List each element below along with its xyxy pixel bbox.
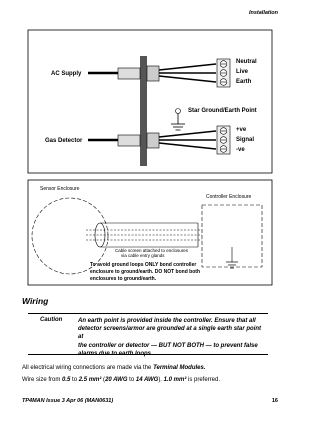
label-star-ground: Star Ground/Earth Point: [188, 108, 257, 114]
paragraph-terminal-modules: [22, 365, 206, 371]
terminal-block-1: [217, 59, 230, 87]
wire-size-text-5: ).: [158, 377, 164, 383]
paragraph-wire-size: [22, 377, 220, 383]
star-earth-symbol: [171, 109, 185, 131]
wire-size-text-2: to: [70, 377, 79, 383]
ground-loop-warning-3: enclosures to ground/earth.: [90, 276, 157, 282]
para1-bold: Terminal Modules.: [153, 365, 206, 371]
label-ac-supply: AC Supply: [51, 71, 82, 77]
caution-line-1: An earth point is provided inside the controller. Ensure that all: [78, 318, 256, 324]
caution-bottom-rule: [28, 354, 268, 355]
cable-note-line1: Cable screen attached to enclosures: [115, 248, 189, 253]
caution-text: [78, 317, 264, 358]
panel-wall: [140, 56, 147, 166]
cable-note-line2: via cable entry glands: [121, 253, 165, 258]
caution-box: [28, 311, 268, 357]
wire-size-min: 0.5: [62, 377, 71, 383]
ground-loop-warning-1: To avoid ground loops ONLY bond controller: [90, 262, 197, 268]
wire-size-text-4: to: [127, 377, 136, 383]
wire-size-text-3: (: [101, 377, 106, 383]
wire-size-awg-min: 20 AWG: [105, 377, 128, 383]
wire-size-max: 2.5 mm²: [78, 377, 102, 383]
wire-size-awg-max: 14 AWG: [135, 377, 159, 383]
header-section-title: Installation: [248, 10, 278, 16]
label-sensor-enclosure: Sensor Enclosure: [40, 186, 80, 192]
label-live: Live: [236, 69, 249, 75]
wire-size-preferred: 1.0 mm²: [163, 377, 187, 383]
label-neutral: Neutral: [236, 59, 257, 65]
footer-document-id: TP4MAN Issue 3 Apr 06 (MAN0631): [22, 398, 114, 404]
footer-page-number: 16: [271, 398, 278, 404]
wire-size-text-6: is preferred.: [186, 377, 221, 383]
label-controller-enclosure: Controller Enclosure: [206, 194, 252, 200]
caution-line-2: detector screens/armor are grounded at a single earth star point at: [78, 326, 262, 341]
label-earth: Earth: [236, 79, 252, 85]
label-signal: Signal: [236, 137, 255, 143]
caution-line-3: the controller or detector — BUT NOT BOTH — to prevent false: [78, 342, 258, 349]
shielded-cable: [86, 223, 202, 247]
label-gas-detector: Gas Detector: [45, 138, 83, 144]
ground-loop-warning-2: enclosure to ground/earth. DO NOT bond both: [90, 269, 200, 275]
controller-ground-symbol: [226, 247, 238, 268]
para1-text: All electrical wiring connections are made via the: [22, 365, 154, 371]
section-title-wiring: Wiring: [22, 296, 49, 306]
caution-label: Caution: [40, 317, 63, 323]
caution-line-4: alarms due to earth loops.: [78, 350, 153, 357]
gas-detector-gland: [88, 131, 216, 149]
wire-size-text-1: Wire size from: [22, 377, 63, 383]
ac-supply-gland: [88, 64, 216, 82]
terminal-block-2: [217, 126, 230, 154]
label-minus-ve: -ve: [236, 147, 245, 153]
label-plus-ve: +ve: [236, 127, 247, 133]
